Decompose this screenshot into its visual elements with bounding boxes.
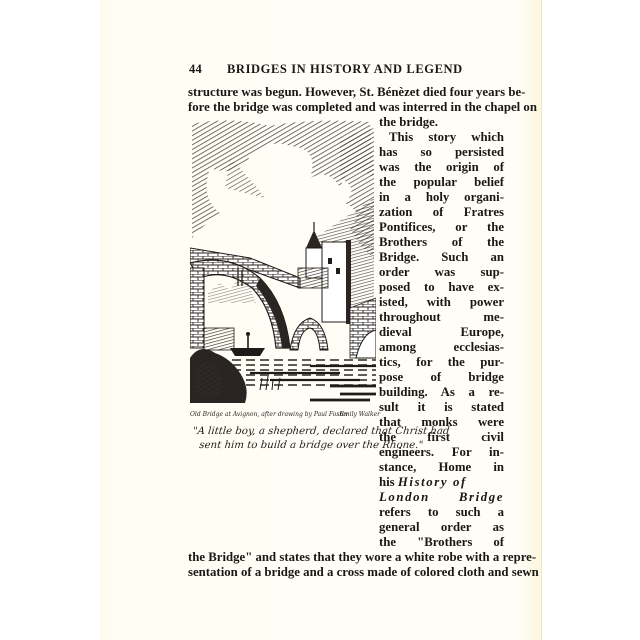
body-text-line bbox=[379, 475, 504, 490]
body-text-line: fore the bridge was completed and was interred in the chapel on bbox=[188, 100, 537, 114]
body-text-line: refers to such a bbox=[379, 505, 504, 519]
body-text-line: pose of bridge bbox=[379, 370, 504, 384]
body-text-line: isted, with power bbox=[379, 295, 504, 309]
body-text-line: throughout me- bbox=[379, 310, 504, 324]
body-text-line: Brothers of the bbox=[379, 235, 504, 249]
body-text-line: the popular belief bbox=[379, 175, 504, 189]
body-text-line: has so persisted bbox=[379, 145, 504, 159]
body-text-line: was the origin of bbox=[379, 160, 504, 174]
credit-left: Old Bridge at Avignon, after drawing by Paul Foster bbox=[190, 411, 349, 418]
body-text-line: order was sup- bbox=[379, 265, 504, 279]
body-text-line: building. As a re- bbox=[379, 385, 504, 399]
caption-line: "A little boy, a shepherd, declared that Christ had bbox=[192, 426, 451, 437]
body-text-line: stance, Home in bbox=[379, 460, 504, 474]
body-text-line: tics, for the pur- bbox=[379, 355, 504, 369]
running-head bbox=[189, 62, 509, 78]
body-text-line: Pontifices, or the bbox=[379, 220, 504, 234]
book-title-italic: History of bbox=[397, 475, 467, 489]
body-text-line: This story which bbox=[389, 130, 504, 144]
caption-line: sent him to build a bridge over the Rhone." bbox=[198, 440, 424, 451]
body-text-line: the "Brothers of bbox=[379, 535, 504, 549]
body-text-line: the Bridge" and states that they wore a white robe with a repre- bbox=[188, 550, 537, 564]
bridge-illustration bbox=[190, 118, 376, 416]
body-text-line: general order as bbox=[379, 520, 504, 534]
credit-right: Emily Walker bbox=[339, 411, 380, 418]
body-text-line: Bridge. Such an bbox=[379, 250, 504, 264]
book-title-italic: London Bridge bbox=[379, 490, 504, 504]
book-page bbox=[100, 0, 542, 640]
body-text-line: posed to have ex- bbox=[379, 280, 504, 294]
body-text-line: among ecclesias- bbox=[379, 340, 504, 354]
body-text-fragment: his bbox=[379, 475, 395, 489]
body-text-line: sentation of a bridge and a cross made of colored cloth and sewn bbox=[188, 565, 539, 579]
running-title: BRIDGES IN HISTORY AND LEGEND bbox=[227, 62, 463, 76]
body-text-line: in a holy organi- bbox=[379, 190, 504, 204]
body-text-line: engineers. For in- bbox=[379, 445, 504, 459]
page-number: 44 bbox=[189, 62, 203, 76]
body-text-line: that monks were bbox=[379, 415, 504, 429]
body-text-line: structure was begun. However, St. Bénèzet died four years be- bbox=[188, 85, 526, 99]
body-text-line: the first civil bbox=[379, 430, 504, 444]
body-text-line: zation of Fratres bbox=[379, 205, 504, 219]
body-text-line: dieval Europe, bbox=[379, 325, 504, 339]
body-text-line: sult it is stated bbox=[379, 400, 504, 414]
bridge-drawing-icon bbox=[190, 118, 376, 416]
body-text-line: the bridge. bbox=[379, 115, 439, 129]
